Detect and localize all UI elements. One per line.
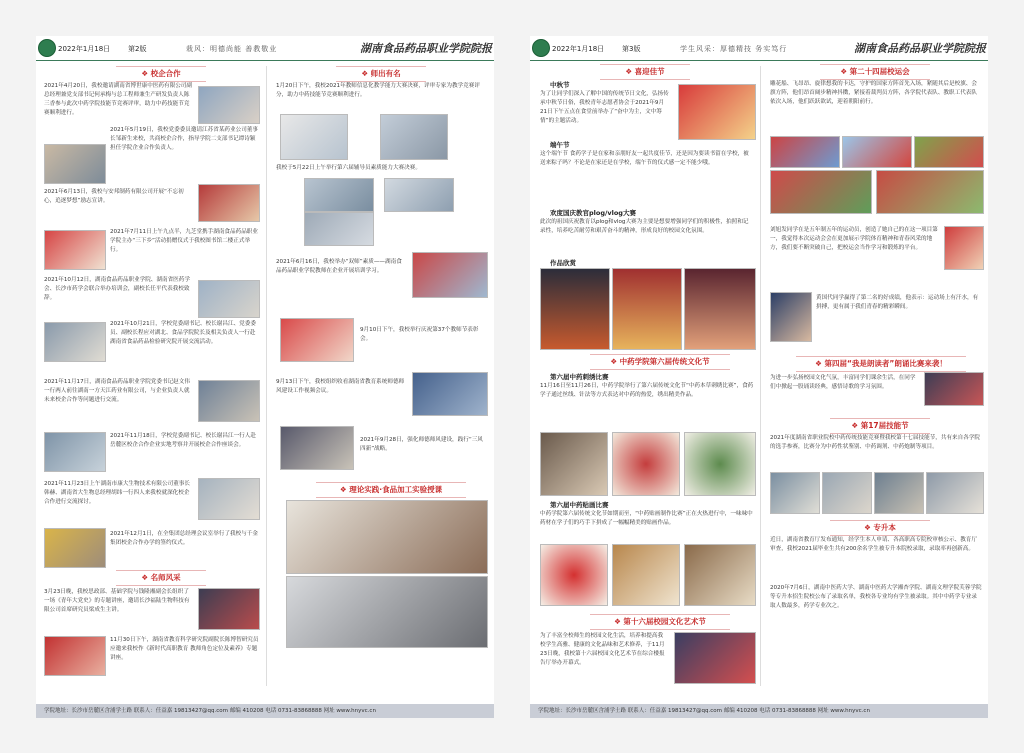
sports-photo [914, 136, 984, 168]
news-text: 2021年6月13日，我校与安邦制药有限公司开展“不忘初心，追逐梦想”励志宣讲。 [44, 189, 184, 204]
news-text: 2021年10月12日，湖南食品药品职业学院、湖南省医药学会、长沙市药学会联合举办培训会，副校长任平代表我校致辞。 [44, 277, 190, 301]
section-upgrade: ❖ 专升本 [830, 520, 930, 536]
news-text: 1月20日下午，我校2021年教师信息化教学能力大赛决赛，评审专家为教学竞赛评分，助力中药技能节竞赛顺利进行。 [276, 83, 480, 98]
news-photo [674, 632, 756, 684]
tcm-photo [684, 544, 756, 606]
column-divider [760, 66, 761, 686]
news-photo [412, 372, 488, 416]
news-text: 2021年12月1日，在全集团总经理会议室举行了我校与千金集团校企合作办学的签约仪式。 [110, 531, 258, 546]
page-motto: 栽风：明德尚能 善教敬业 [186, 45, 278, 53]
section-tcm-culture: ❖ 中药学院第六届传统文化节 [590, 354, 730, 370]
news-text: 9月13日下午，我校组织收看湖南省教育系统师德师风建设工作视频会议。 [276, 379, 405, 394]
news-text: 2021年9月28日，强化师德师风建设，践行“三风四新”战略。 [360, 437, 483, 452]
news-text: 11月30日下午，湖南省教育科学研究院副院长陈博智研究员应邀来我校作《新时代高职教育 教师角色定位及素养》专题讲座。 [110, 637, 259, 661]
news-photo [304, 212, 374, 246]
news-text: 9月10日下午，我校举行庆祝第37个教师节表彰会。 [360, 327, 479, 342]
tcm-photo [612, 544, 680, 606]
sports-photo [876, 170, 984, 214]
issue-date: 2022年1月18日 [552, 45, 605, 53]
practice-photo [286, 500, 488, 574]
news-text: 黄国代同学赢得了第二名的好成绩，他表示：运动场上有汗水，有拼搏，更有属于我们青春的精彩瞬间。 [816, 295, 979, 310]
news-photo [280, 114, 348, 160]
works-photo [540, 268, 610, 350]
subheading: 作品欣赏 [550, 259, 576, 267]
news-photo [304, 178, 374, 212]
masthead: 湖南食品药品职业学院院报 [854, 42, 986, 55]
sports-photo [770, 292, 812, 342]
skills-photo [770, 472, 820, 514]
news-text: 2021年11月17日，湖南食品药品职业学院党委书记赵文伟一行两人前往湖南一方天江药业有限公司，与企业负责人就未来校企合作等问题进行交流。 [44, 379, 190, 403]
subheading: 端午节 [550, 141, 570, 149]
issue-date: 2022年1月18日 [58, 45, 111, 53]
news-photo [198, 280, 260, 318]
news-text: 2021年4月20日，我校邀请湖南省博世康中医药有限公司副总经理兼党支部书记何承梅与总工程师兼生产研发负责人陈三香参与此次中药学院技能节竞赛评审，助力中药技能节竞赛顺利进行。 [44, 83, 192, 116]
news-text: 2020年7月6日，湖南中医药大学、湖南中医药大学湘杏学院、湖南文理学院芙蓉学院等专升本招生院校公布了录取名单，我校各专业均有学生被录取。其中中药学专业录取人数最多，药学专业次之。 [770, 585, 982, 609]
news-photo [44, 636, 106, 676]
news-text: 为进一步弘扬校园文化气氛，丰富同学们课余生活，在同学们中掀起一股诵读经典，感悟诗歌的学习氛围。 [770, 375, 916, 390]
tcm-photo [540, 432, 608, 496]
tcm-photo [612, 432, 680, 496]
news-text: 中药学院第六届传统文化节如期而至，“中药贴画制作比赛”正在火热进行中，一味味中药材在学子们的巧手下拼成了一幅幅精美的贴画作品。 [540, 511, 753, 526]
news-text: 2021年10月21日，学校党委副书记、校长谢昌江、党委委员、副校长程应对湖北、食品学院院长及相关负责人一行赴湖南省食品药品检验研究院开展交流活动。 [110, 321, 256, 345]
school-logo [38, 39, 56, 57]
news-text: 2021年11月18日，学校党委副书记、校长谢昌江一行人赴岳麓区校企合作企业实地考察并开展校企合作座谈会。 [110, 433, 256, 448]
masthead: 湖南食品药品职业学院院报 [360, 42, 492, 55]
skills-photo [874, 472, 924, 514]
left-page-header [36, 36, 494, 61]
poetry-photo [924, 372, 984, 406]
news-photo [380, 114, 448, 160]
left-page [36, 36, 494, 712]
news-text: 2021年6月16日，我校举办“双师”素质——湖南食品药品职业学院教师在企业开展培训学习。 [276, 259, 402, 274]
section-garden-art: ❖ 第十六届校园文化艺术节 [590, 614, 730, 630]
news-text: 2021年5月19日，我校党委委员邀请江苏省某药业公司董事长邹新生来校，共商校企合作，指导学院二支部书记谭诗颖担任学院企业合作负责人。 [110, 127, 258, 151]
section-poetry: ❖ 第四届“我是朗读者”朗诵比赛来袭！ [796, 356, 966, 372]
school-logo [532, 39, 550, 57]
section-practice: ❖ 理论实践·食品加工实验授课 [316, 482, 466, 498]
sports-photo [770, 136, 840, 168]
subheading: 第六届中药贴画比赛 [550, 501, 609, 509]
right-page [530, 36, 988, 712]
page-number: 第2版 [128, 45, 147, 53]
news-photo [44, 322, 106, 362]
news-photo [412, 252, 488, 298]
news-text: 我校于5月22日上午举行第六届辅导员素质能力大赛决赛。 [276, 165, 421, 171]
section-teacher-style: ❖ 名师风采 [116, 570, 206, 586]
subheading: 中秋节 [550, 81, 570, 89]
news-photo [44, 432, 106, 472]
sports-photo [842, 136, 912, 168]
tcm-photo [684, 432, 756, 496]
section-teachers: ❖ 师出有名 [336, 66, 426, 82]
column-divider [266, 66, 267, 686]
news-photo [280, 426, 354, 470]
page-number: 第3版 [622, 45, 641, 53]
news-photo [44, 528, 106, 568]
news-text: 为了让同学们深入了解中国的传统节日文化，弘扬传承中秋节日俗，我校青年志愿者协会于2021年9月21日下午五点在食堂前举办了“奋中为主，文中筹情”的主题活动。 [540, 91, 669, 124]
news-photo [198, 184, 260, 222]
section-sports: ❖ 第二十四届校运会 [820, 64, 930, 80]
works-photo [684, 268, 756, 350]
practice-photo [286, 576, 488, 648]
news-text: 近日，湖南省教育厅发布通知，经学生本人申请、各高职高专院校审核公示、教育厅审查，我校2021届毕业生共有200余名学生被专升本院校录取，录取率再创新高。 [770, 537, 977, 552]
news-photo [280, 318, 354, 362]
skills-photo [822, 472, 872, 514]
news-photo [44, 230, 106, 270]
news-photo [384, 178, 454, 212]
news-text: 2021年7月11日上午九点半，九芝堂携手湖南食品药品职业学院主办“三下乡”活动捐赠仪式于我校图书馆二楼正式举行。 [110, 229, 258, 253]
works-photo [612, 268, 682, 350]
right-page-header [530, 36, 988, 61]
sports-photo [770, 170, 872, 214]
news-text: 雕花船、飞昂昂、旋律想我的卡达，守护的国家方阵首先入场，紧随其后是校旗、会旗方阵，他们昂首阔步精神抖擞，紧接着裁判员方阵，各学院代表队、教职工代表队依次入场，他们跃跃欲试，迎着朝阳前行。 [770, 81, 977, 105]
news-text: 2021年度湖南省职业院校中药传统技能竞赛暨我校第十七届技能节，共有来自各学院的选手参赛，比赛分为中药性状鉴别、中药调剂、中药炮制等项目。 [770, 435, 981, 450]
subheading: 欢度国庆教官plog/vlog大赛 [550, 209, 636, 217]
left-page-footer: 学院地址：长沙市岳麓区含浦学士路 联系人：任益嘉 19813427@qq.com 邮编 410208 电话 0731-83868888 网址 www.hnyvc.cn [36, 704, 494, 718]
news-photo [198, 478, 260, 520]
news-photo [198, 588, 260, 630]
news-text: 这个端午节 食药学子是在家和亲朋好友一起共度佳节，还是因为要读书留在学校，被送来粽子吗？不论是在家还是在学校，端午节的仪式感一定不能少哦。 [540, 151, 749, 166]
news-photo [198, 86, 260, 124]
section-skills: ❖ 第17届技能节 [830, 418, 930, 434]
section-school-enterprise: ❖ 校企合作 [116, 66, 206, 82]
tcm-photo [540, 544, 608, 606]
section-spring-festival: ❖ 喜迎佳节 [600, 64, 690, 80]
news-photo [44, 144, 106, 184]
right-page-footer: 学院地址：长沙市岳麓区含浦学士路 联系人：任益嘉 19813427@qq.com 邮编 410208 电话 0731-83868888 网址 www.hnyvc.cn [530, 704, 988, 718]
news-text: 11月16日至11月26日，中药学院举行了第六届传统文化节“中药本草刺绣比赛”，食药学子通过丝线、针法等方式表达对中药的热爱，绣出精美作品。 [540, 383, 754, 398]
news-text: 2021年11月23日上午湖南市康大生物技术有限公司董事长韩赫、湖南省大生物总经理胡纬一行四人来我校就深化校企合作进行交流探讨。 [44, 481, 190, 505]
news-text: 为了丰富全校师生的校园文化生活，培养和提高我校学生高雅、健康的文化品味和艺术修养，于11月23日晚，我校第十六届校园文化艺术节在综合楼报告厅举办开幕式。 [540, 633, 665, 666]
news-text: 刘旭发同学在是五年制五年的运动员，创造了她自己的在这一项目第一，我觉得本次运动会会在更加展示学院体育精神和青春风采的地方，我们要不断突破自己，把校运会当作学习和锻炼的平台。 [770, 227, 938, 251]
page-motto: 学生风采：厚德精技 务实笃行 [680, 45, 788, 53]
news-photo [198, 380, 260, 422]
news-photo [678, 84, 756, 140]
news-text: 此次的祖国庆祝教育以plog和vlog大赛为主要是想要增强同学们的积极性，拍照和记录性，培养吃苦耐劳和艰苦奋斗的精神，形成良好的校园文化氛围。 [540, 219, 749, 234]
sports-photo [944, 226, 984, 270]
skills-photo [926, 472, 984, 514]
news-text: 3月23日晚，我校思政部、基础学院与钱隆湘副会长组织了一场《青年大党史》的专题讲座，邀请长沙福陆生物科技有限公司首席研究员梁成生主讲。 [44, 589, 190, 613]
subheading: 第六届中药刺绣比赛 [550, 373, 609, 381]
